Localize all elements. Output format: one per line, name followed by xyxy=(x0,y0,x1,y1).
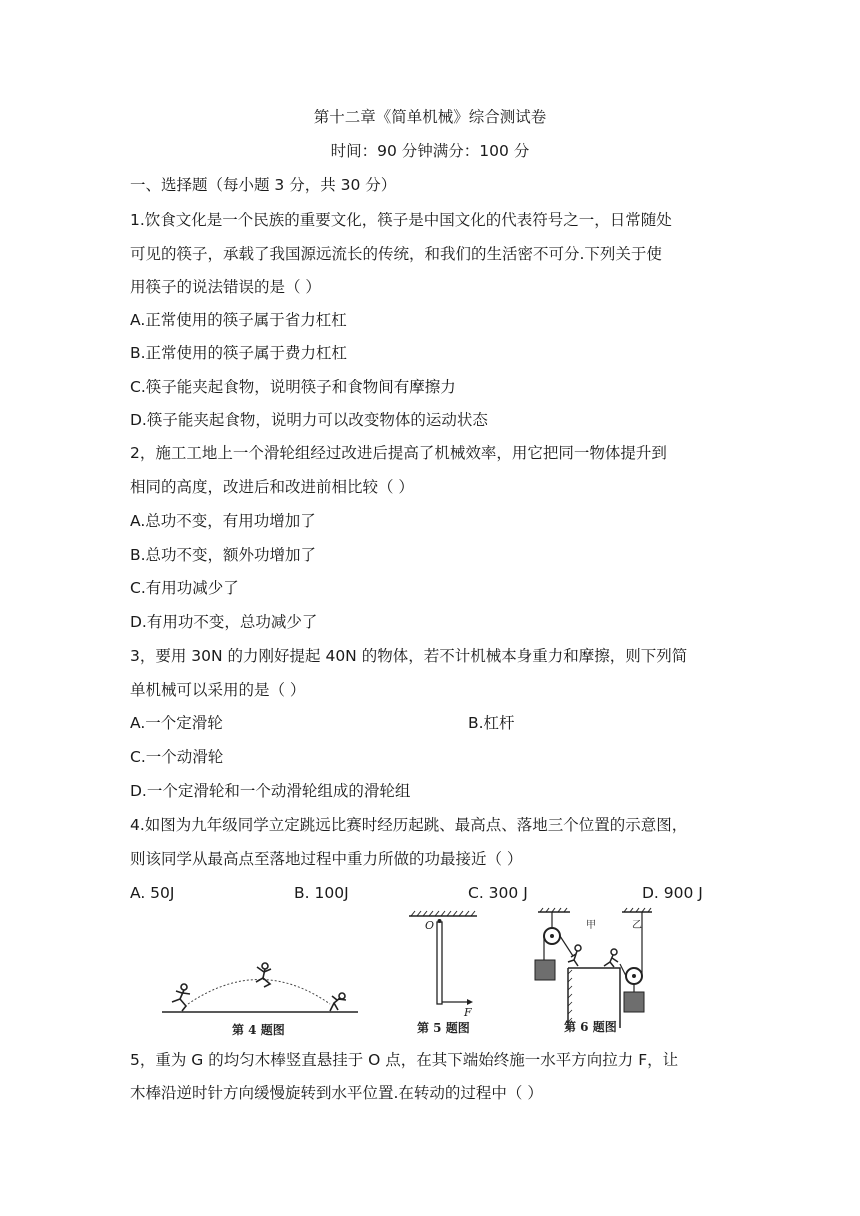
question-3-option-a: A.一个定滑轮 xyxy=(130,714,223,732)
question-2-line-2: 相同的高度，改进后和改进前相比较（ ） xyxy=(130,478,414,496)
person-yi-icon xyxy=(604,949,618,967)
question-3-line-1: 3，要用 30N 的力刚好提起 40N 的物体，若不计机械本身重力和摩擦，则下列简 xyxy=(130,647,688,665)
weight-jia xyxy=(535,960,555,980)
question-4-option-d: D. 900 J xyxy=(642,884,703,902)
wooden-rod xyxy=(437,922,442,1004)
rope-yi xyxy=(620,964,626,976)
question-3-line-2: 单机械可以采用的是（ ） xyxy=(130,681,306,699)
section-heading: 一、选择题（每小题 3 分，共 30 分） xyxy=(130,176,397,194)
platform xyxy=(568,968,620,1028)
question-5-line-1: 5，重为 G 的均匀木棒竖直悬挂于 O 点，在其下端始终施一水平方向拉力 F，让 xyxy=(130,1051,679,1069)
question-1-option-b: B.正常使用的筷子属于费力杠杠 xyxy=(130,344,348,362)
arrowhead-icon xyxy=(467,999,473,1005)
question-1-option-d: D.筷子能夹起食物，说明力可以改变物体的运动状态 xyxy=(130,411,488,429)
person-jia-icon xyxy=(568,945,581,966)
figure-5-hanging-rod xyxy=(405,908,490,1038)
question-4-option-c: C. 300 J xyxy=(468,884,528,902)
page-title: 第十二章《简单机械》综合测试卷 xyxy=(313,108,547,126)
label-jia: 甲 xyxy=(586,920,596,931)
question-3-option-b: B.杠杆 xyxy=(468,714,515,732)
question-1-line-2: 可见的筷子，承载了我国源远流长的传统，和我们的生活密不可分.下列关于使 xyxy=(130,245,662,263)
weight-yi xyxy=(624,992,644,1012)
label-f: F xyxy=(464,1006,472,1019)
figure-6-pulleys xyxy=(528,906,668,1038)
figure-4-long-jump xyxy=(160,960,360,1040)
question-2-option-b: B.总功不变，额外功增加了 xyxy=(130,546,317,564)
question-5-line-2: 木棒沿逆时针方向缓慢旋转到水平位置.在转动的过程中（ ） xyxy=(130,1084,543,1102)
pivot-point xyxy=(438,919,442,923)
question-3-option-d: D.一个定滑轮和一个动滑轮组成的滑轮组 xyxy=(130,782,411,800)
question-2-line-1: 2，施工工地上一个滑轮组经过改进后提高了机械效率，用它把同一物体提升到 xyxy=(130,444,667,462)
question-4-option-a: A. 50J xyxy=(130,884,175,902)
figure-6-caption: 第 6 题图 xyxy=(564,1020,617,1034)
jumper-landing-icon xyxy=(330,993,346,1011)
question-1-option-a: A.正常使用的筷子属于省力杠杠 xyxy=(130,311,347,329)
label-o: O xyxy=(425,919,435,932)
question-1-line-3: 用筷子的说法错误的是（ ） xyxy=(130,278,321,296)
label-yi: 乙 xyxy=(632,920,642,931)
figure-4-caption: 第 4 题图 xyxy=(232,1023,285,1037)
question-3-option-c: C.一个动滑轮 xyxy=(130,748,224,766)
question-1-option-c: C.筷子能夹起食物，说明筷子和食物间有摩擦力 xyxy=(130,378,456,396)
question-2-option-d: D.有用功不变，总功减少了 xyxy=(130,613,318,631)
jump-trajectory xyxy=(188,980,330,1005)
question-4-line-2: 则该同学从最高点至落地过程中重力所做的功最接近（ ） xyxy=(130,850,523,868)
figure-5-caption: 第 5 题图 xyxy=(417,1021,470,1035)
jumper-apex-icon xyxy=(256,963,271,987)
question-2-option-a: A.总功不变，有用功增加了 xyxy=(130,512,316,530)
question-4-option-b: B. 100J xyxy=(294,884,349,902)
rope-jia xyxy=(560,936,573,956)
question-4-line-1: 4.如图为九年级同学立定跳远比赛时经历起跳、最高点、落地三个位置的示意图， xyxy=(130,816,688,834)
page-subtitle: 时间：90 分钟满分：100 分 xyxy=(330,142,530,160)
question-1-line-1: 1.饮食文化是一个民族的重要文化，筷子是中国文化的代表符号之一，日常随处 xyxy=(130,211,672,229)
jumper-takeoff-icon xyxy=(172,984,190,1011)
question-2-option-c: C.有用功减少了 xyxy=(130,579,239,597)
